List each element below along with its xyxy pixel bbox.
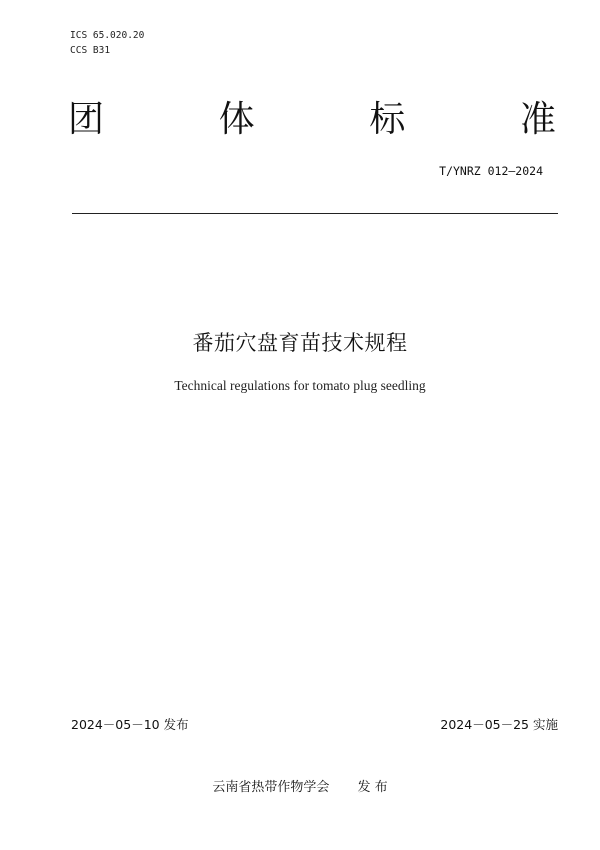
- standard-type-char-4: 准: [519, 99, 556, 140]
- ics-code: ICS 65.020.20: [70, 30, 145, 41]
- standard-number: T/YNRZ 012—2024: [439, 164, 543, 178]
- classification-codes: [70, 28, 144, 58]
- standard-type-char-2: 体: [218, 99, 255, 140]
- issuer-suffix: 发 布: [357, 780, 388, 795]
- standard-type-char-1: 团: [68, 99, 105, 140]
- ccs-code: CCS B31: [70, 45, 111, 56]
- document-title-english: Technical regulations for tomato plug seedling: [174, 378, 426, 393]
- standard-type-heading: [68, 98, 556, 142]
- standard-type-char-3: 标: [369, 99, 406, 140]
- issuing-organization: [0, 776, 600, 795]
- implementation-date: 2024－05－25 实施: [440, 717, 558, 732]
- issuer-name: 云南省热带作物学会: [212, 780, 330, 795]
- document-title-chinese: 番茄穴盘育苗技术规程: [192, 331, 408, 355]
- issue-date: 2024－05－10 发布: [71, 717, 189, 732]
- header-divider: [72, 213, 558, 214]
